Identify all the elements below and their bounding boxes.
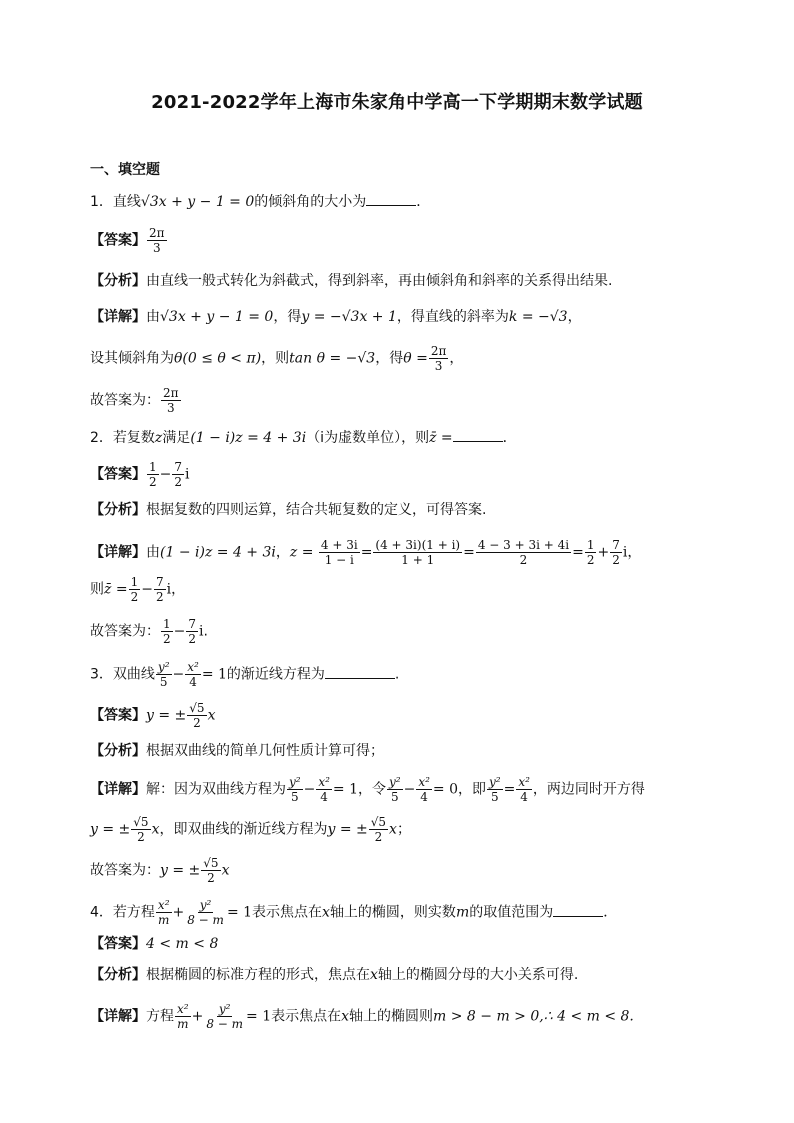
equation: y = −√3x + 1 — [301, 309, 397, 325]
variable: x — [322, 904, 330, 921]
detail-label: 【详解】 — [90, 309, 146, 325]
denominator: 3 — [152, 241, 161, 255]
equation: tan θ = −√3 — [289, 350, 376, 367]
denominator: 2 — [163, 632, 171, 646]
numerator: 7 — [174, 460, 183, 474]
detail-label: 【详解】 — [90, 781, 146, 798]
question-text: 若方程 — [112, 904, 155, 921]
equation: = 0 — [432, 781, 458, 798]
analysis-4 — [90, 965, 578, 985]
plus-sign: + — [191, 1008, 204, 1025]
analysis-text: 根据复数的四则运算，结合共轭复数的定义，可得答案. — [146, 502, 487, 518]
denominator: m — [177, 1017, 189, 1031]
text: ， — [275, 544, 290, 561]
analysis-label: 【分析】 — [90, 743, 146, 759]
denominator: 2 — [193, 716, 201, 730]
fraction — [186, 617, 198, 646]
denominator: 2 — [174, 475, 183, 489]
denominator: 8 − m — [206, 1017, 244, 1031]
fraction — [204, 1002, 245, 1031]
fraction — [175, 1002, 191, 1031]
denominator: 2 — [137, 830, 145, 844]
plus-sign: + — [172, 904, 185, 921]
fraction — [201, 856, 220, 885]
numerator: x² — [157, 898, 170, 912]
fraction — [161, 386, 181, 415]
variable: x — [341, 1008, 350, 1025]
equals: = — [503, 781, 516, 798]
numerator: 4 + 3i — [320, 538, 358, 552]
denominator: 2 — [155, 590, 164, 604]
minus-sign: − — [173, 623, 186, 640]
question-text: （i为虚数单位），则 — [306, 430, 430, 446]
equation: y = ± — [327, 821, 368, 838]
fraction — [154, 575, 166, 604]
question-2: 2．若复数z满足(1 − i)z = 4 + 3i（i为虚数单位），则z̄ = ． — [90, 427, 517, 448]
numerator: 2π — [149, 226, 165, 240]
analysis-text: 根据双曲线的简单几何性质计算可得； — [146, 743, 384, 759]
equation: z̄ = — [429, 430, 453, 446]
denominator: 3 — [166, 401, 175, 415]
text: ， — [449, 350, 464, 367]
numerator: 1 — [586, 538, 595, 552]
numerator: y² — [199, 898, 212, 912]
fraction — [316, 775, 332, 804]
numerator: 7 — [612, 538, 620, 552]
imag-unit: i — [622, 544, 628, 561]
question-text: 直线 — [112, 194, 141, 210]
denominator: 2 — [130, 590, 139, 604]
question-text: 若复数 — [112, 430, 155, 446]
denominator: 1 + 1 — [401, 553, 435, 567]
question-number: 2． — [90, 430, 113, 446]
fraction — [416, 775, 432, 804]
minus-sign: − — [303, 781, 316, 798]
denominator: 8 − m — [187, 913, 224, 927]
text: 由 — [146, 309, 160, 325]
denominator: 4 — [189, 675, 197, 689]
text: 方程 — [146, 1008, 174, 1025]
equation: z̄ = — [104, 581, 128, 598]
fraction — [487, 775, 503, 804]
numerator: 4 − 3 + 3i + 4i — [477, 538, 570, 552]
numerator: √5 — [370, 815, 387, 829]
fraction — [129, 575, 141, 604]
answer-label: 【答案】 — [90, 707, 146, 724]
equation: 4 < m < 8 — [146, 936, 219, 952]
detail-3-line-2 — [90, 815, 411, 844]
equals: = — [463, 544, 475, 561]
final-answer-1 — [90, 386, 182, 415]
analysis-text: 根据椭圆的标准方程的形式，焦点在 — [146, 967, 370, 983]
minus-sign: − — [403, 781, 416, 798]
imag-unit: i — [166, 581, 172, 598]
question-text: 的取值范围为 — [469, 904, 554, 921]
detail-label: 【详解】 — [90, 544, 146, 561]
text: ，得直线的斜率为 — [396, 309, 509, 325]
answer-blank — [453, 427, 503, 442]
text: ，两边同时开方得 — [532, 781, 645, 798]
answer-3 — [90, 701, 215, 730]
question-number: 4． — [90, 904, 113, 921]
variable: z — [154, 430, 163, 446]
equation: (1 − i)z = 4 + 3i — [190, 430, 307, 446]
numerator: 2π — [163, 386, 179, 400]
text: ； — [396, 821, 411, 838]
equation: = 1 — [246, 1008, 272, 1025]
variable: x — [207, 707, 216, 724]
text: 轴上的椭圆则 — [349, 1008, 434, 1025]
numerator: √5 — [203, 856, 219, 870]
denominator: 5 — [490, 790, 499, 804]
question-text: 轴上的椭圆，则实数 — [329, 904, 456, 921]
denominator: 2 — [612, 553, 620, 567]
analysis-text: 轴上的椭圆分母的大小关系可得. — [377, 967, 579, 983]
text: ， — [567, 309, 582, 325]
numerator: x² — [518, 775, 530, 789]
text: 表示焦点在 — [271, 1008, 342, 1025]
minus-sign: − — [172, 666, 185, 683]
final-answer-3 — [90, 856, 229, 885]
equation: z = — [289, 544, 314, 561]
fraction — [516, 775, 532, 804]
question-1: 1．直线√3x + y − 1 = 0的倾斜角的大小为 ． — [90, 191, 430, 212]
answer-label: 【答案】 — [90, 232, 146, 249]
equation: y = ± — [160, 862, 201, 879]
numerator: x² — [418, 775, 430, 789]
numerator: y² — [218, 1002, 231, 1016]
denominator: 3 — [434, 359, 443, 373]
equation: θ(0 ≤ θ < π) — [174, 350, 262, 367]
fraction — [172, 460, 184, 489]
text: 由 — [146, 544, 160, 561]
imag-unit: i — [185, 466, 190, 483]
detail-1-line-2 — [90, 344, 463, 373]
text: ，得 — [273, 309, 302, 325]
equation: = 1 — [332, 781, 358, 798]
text: ，则 — [261, 350, 290, 367]
answer-label: 【答案】 — [90, 936, 146, 952]
question-number: 3． — [90, 666, 113, 683]
denominator: 2 — [149, 475, 157, 489]
fraction — [147, 226, 167, 255]
denominator: 4 — [520, 790, 528, 804]
analysis-label: 【分析】 — [90, 967, 146, 983]
numerator: y² — [489, 775, 501, 789]
numerator: x² — [177, 1002, 189, 1016]
question-number: 1． — [90, 194, 113, 210]
numerator: 1 — [163, 617, 171, 631]
analysis-label: 【分析】 — [90, 502, 146, 518]
answer-label: 【答案】 — [90, 466, 146, 483]
question-text: 的渐近线方程为 — [226, 666, 325, 683]
fraction — [476, 538, 571, 567]
equation: y = ± — [146, 707, 187, 724]
numerator: x² — [318, 775, 330, 789]
detail-1-line-1 — [90, 307, 582, 327]
detail-2-line-1: 【详解】由(1 − i)z = 4 + 3i，z = $\frac{4 + 3i}{1 - i}$ = $\frac{(4 + 3i)(1 + i)}{1 + 1}$ = $\frac{4 - 3 + 3i + 4i}{2}$ = $\frac{1}{2}$ + $\frac{7}{2}$ i， — [90, 538, 642, 567]
analysis-1 — [90, 271, 612, 291]
numerator: y² — [289, 775, 301, 789]
denominator: 2 — [586, 553, 595, 567]
variable: x — [151, 821, 160, 838]
fraction — [187, 701, 206, 730]
denominator: 2 — [519, 553, 528, 567]
plus-sign: + — [597, 544, 610, 561]
detail-label: 【详解】 — [90, 1008, 146, 1025]
variable: x — [370, 967, 378, 983]
text: ，即双曲线的渐近线方程为 — [159, 821, 328, 838]
numerator: 7 — [188, 617, 197, 631]
imag-unit: i — [199, 623, 204, 640]
detail-2-line-2: 则z̄ = $\frac{1}{2}$ − $\frac{7}{2}$ i， — [90, 575, 186, 604]
denominator: 2 — [374, 830, 383, 844]
fraction — [373, 538, 462, 567]
equation: m > 8 − m > 0,∴ 4 < m < 8. — [433, 1008, 634, 1025]
answer-blank — [553, 902, 603, 917]
final-answer-2: 故答案为： $\frac{1}{2}$ − $\frac{7}{2}$ i. — [90, 617, 208, 646]
final-label: 故答案为： — [90, 862, 160, 879]
text: ，令 — [358, 781, 386, 798]
equation: (1 − i)z = 4 + 3i — [160, 544, 276, 561]
question-4: 4．若方程 $\frac{\text{x²}}{m}$ + $\frac{\text{y²}}{8 - m}$ = 1表示焦点在x轴上的椭圆，则实数m的取值范围为 ． — [90, 898, 618, 927]
fraction — [387, 775, 403, 804]
fraction — [156, 898, 172, 927]
fraction — [319, 538, 360, 567]
numerator: 2π — [430, 344, 447, 358]
analysis-label: 【分析】 — [90, 273, 146, 289]
equation: = 1 — [201, 666, 227, 683]
equation: k = −√3 — [508, 309, 568, 325]
answer-2 — [90, 460, 190, 489]
numerator: √5 — [133, 815, 149, 829]
question-text: 满足 — [162, 430, 191, 446]
equation: y = ± — [90, 821, 131, 838]
numerator: 1 — [130, 575, 139, 589]
analysis-2 — [90, 500, 486, 520]
fraction — [429, 344, 449, 373]
section-heading: 一、填空题 — [90, 162, 160, 178]
answer-4 — [90, 934, 218, 954]
equation: √3x + y − 1 = 0 — [140, 194, 255, 210]
numerator: 1 — [149, 460, 157, 474]
variable: x — [221, 862, 230, 879]
fraction — [585, 538, 597, 567]
analysis-3 — [90, 741, 384, 761]
fraction — [156, 660, 172, 689]
equals: = — [360, 544, 373, 561]
answer-1 — [90, 226, 168, 255]
fraction — [147, 460, 159, 489]
question-text: 表示焦点在 — [252, 904, 323, 921]
denominator: 4 — [320, 790, 328, 804]
variable: m — [455, 904, 470, 921]
text: 解：因为双曲线方程为 — [146, 781, 286, 798]
denominator: 1 − i — [324, 553, 354, 567]
fraction — [287, 775, 303, 804]
fraction — [131, 815, 150, 844]
denominator: 2 — [188, 632, 197, 646]
text: ，得 — [375, 350, 404, 367]
fraction — [610, 538, 622, 567]
numerator: 7 — [155, 575, 164, 589]
fraction — [185, 660, 201, 689]
final-label: 故答案为： — [90, 623, 160, 640]
minus-sign: − — [141, 581, 153, 598]
numerator: √5 — [189, 701, 205, 715]
equation: θ = — [403, 350, 428, 367]
numerator: (4 + 3i)(1 + i) — [375, 538, 461, 552]
fraction — [161, 617, 173, 646]
answer-blank — [325, 664, 395, 679]
numerator: y² — [389, 775, 401, 789]
denominator: 4 — [420, 790, 428, 804]
text: 设其倾斜角为 — [90, 350, 174, 367]
variable: x — [389, 821, 397, 838]
question-text: 双曲线 — [112, 666, 155, 683]
analysis-text: 由直线一般式转化为斜截式，得到斜率，再由倾斜角和斜率的关系得出结果. — [146, 273, 613, 289]
page-title: 2021-2022学年上海市朱家角中学高一下学期期末数学试题 — [151, 92, 643, 113]
question-text: 的倾斜角的大小为 — [254, 194, 367, 210]
equation: = 1 — [226, 904, 253, 921]
answer-blank — [366, 191, 416, 206]
fraction — [185, 898, 226, 927]
detail-4-line-1 — [90, 1002, 634, 1031]
denominator: 5 — [290, 790, 299, 804]
numerator: x² — [187, 660, 199, 674]
minus-sign: − — [159, 466, 172, 483]
denominator: 5 — [390, 790, 399, 804]
fraction — [369, 815, 388, 844]
equals: = — [572, 544, 584, 561]
denominator: 5 — [159, 675, 168, 689]
denominator: 2 — [207, 871, 215, 885]
final-label: 故答案为： — [90, 392, 160, 409]
denominator: m — [158, 913, 170, 927]
equation: √3x + y − 1 = 0 — [160, 309, 274, 325]
text: ，即 — [458, 781, 486, 798]
detail-3-line-1 — [90, 775, 645, 804]
question-3: 3．双曲线 $\frac{\text{y²}}{5}$ − $\frac{\text{x²}}{4}$ = 1的渐近线方程为 . — [90, 660, 400, 689]
numerator: y² — [157, 660, 170, 674]
text: 则 — [90, 581, 104, 598]
